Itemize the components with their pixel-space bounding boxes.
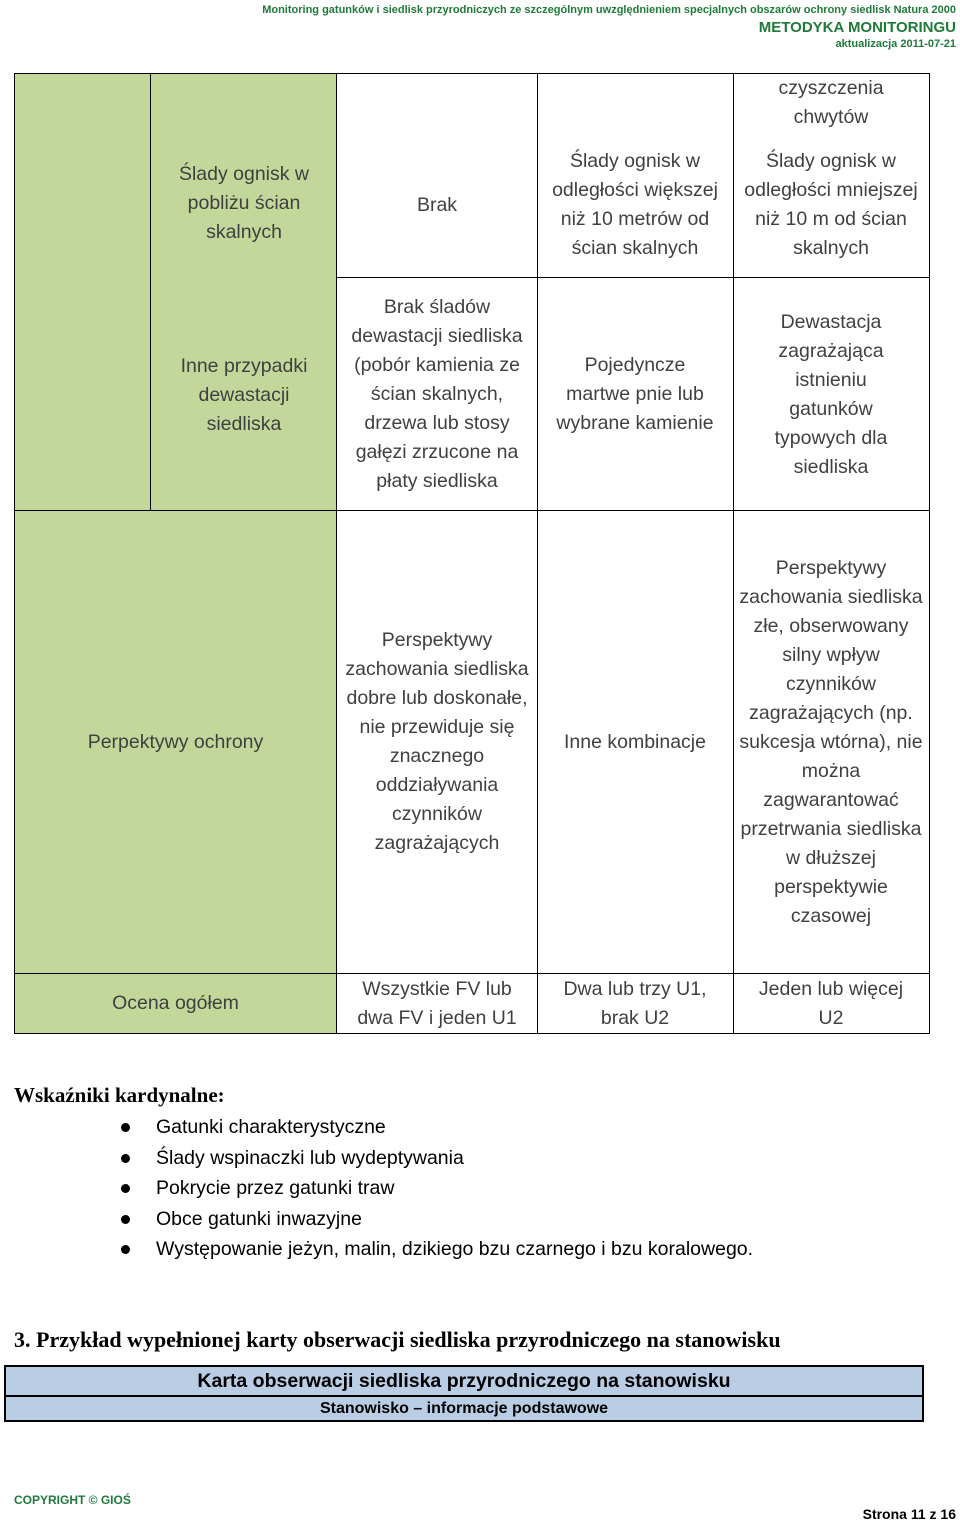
- cell-fv-fire-traces: Brak: [416, 193, 458, 216]
- header-methodology: METODYKA MONITORINGU: [758, 19, 956, 36]
- bullet-icon: [121, 1184, 130, 1193]
- row-label-protection-prospects: Perpektywy ochrony: [15, 511, 336, 973]
- footer-page-number: Strona 11 z 16: [862, 1506, 956, 1522]
- card-title: Karta obserwacji siedliska przyrodniczego na stanowisku: [197, 1369, 731, 1392]
- section-3-heading: 3. Przykład wypełnionej karty obserwacji siedliska przyrodniczego na stanowisku: [14, 1327, 781, 1352]
- row-label-fire-traces: Ślady ognisk w pobliżu ścian skalnych: [160, 134, 328, 272]
- list-item: [118, 1234, 753, 1265]
- table-line: [14, 973, 930, 974]
- cell-fv-overall: Wszystkie FV lub dwa FV i jeden U1: [357, 977, 517, 1029]
- cell-u2-protection-prospects: Perspektywy zachowania siedliska złe, obserwowany silny wpływ czynników zagrażających (np. sukcesja wtórna), nie można zagwarantować przetrwania siedliska w dłuższej perspektywie czasowej: [739, 556, 923, 927]
- table-line: [14, 73, 930, 74]
- table-line: [14, 1033, 930, 1034]
- list-item: [118, 1173, 753, 1204]
- row-label-overall-assessment: Ocena ogółem: [15, 974, 336, 1033]
- list-item-label: Występowanie jeżyn, malin, dzikiego bzu czarnego i bzu koralowego.: [156, 1238, 754, 1260]
- card-title-bar: [4, 1365, 924, 1397]
- table-line: [14, 74, 15, 1034]
- table-line: [150, 74, 151, 511]
- bullet-icon: [121, 1215, 130, 1224]
- cell-u1-overall: Dwa lub trzy U1, brak U2: [563, 977, 707, 1029]
- table-line: [336, 277, 930, 278]
- table-line: [929, 74, 930, 1034]
- bullet-icon: [121, 1123, 130, 1132]
- cell-u2-overall: Jeden lub więcej U2: [758, 977, 904, 1029]
- cell-u2-continuation: czyszczenia chwytów: [778, 77, 884, 128]
- header-update-date: aktualizacja 2011-07-21: [835, 38, 956, 50]
- list-item-label: Pokrycie przez gatunki traw: [156, 1177, 395, 1199]
- cell-u1-protection-prospects: Inne kombinacje: [563, 730, 706, 753]
- card-subtitle: Stanowisko – informacje podstawowe: [319, 1399, 609, 1417]
- row-label-other-devastation: Inne przypadki dewastacji siedliska: [160, 280, 328, 510]
- table-line: [14, 510, 930, 511]
- cell-fv-protection-prospects: Perspektywy zachowania siedliska dobre lub doskonałe, nie przewiduje się znacznego oddziaływania czynników zagrażających: [345, 629, 529, 854]
- indicators-list: [118, 1112, 753, 1265]
- indicators-heading: Wskaźniki kardynalne:: [14, 1083, 225, 1107]
- table-line: [336, 74, 337, 1034]
- list-item: [118, 1204, 753, 1235]
- table-left-margin: [15, 74, 150, 511]
- table-line: [537, 74, 538, 1034]
- cell-fv-other-devastation: Brak śladów dewastacji siedliska (pobór kamienia ze ścian skalnych, drzewa lub stosy gałęzi zrzucone na płaty siedliska: [351, 296, 523, 492]
- list-item: [118, 1143, 753, 1174]
- list-item-label: Gatunki charakterystyczne: [156, 1116, 386, 1138]
- list-item-label: Ślady wspinaczki lub wydeptywania: [156, 1146, 464, 1169]
- cell-u2-fire-traces: Ślady ognisk w odległości mniejszej niż 10 m od ścian skalnych: [744, 150, 918, 259]
- table-line: [733, 74, 734, 1034]
- bullet-icon: [121, 1245, 130, 1254]
- list-item: [118, 1112, 753, 1143]
- cell-u1-other-devastation: Pojedyncze martwe pnie lub wybrane kamienie: [556, 354, 714, 434]
- cell-u1-fire-traces: Ślady ognisk w odległości większej niż 10 metrów od ścian skalnych: [552, 150, 718, 259]
- header-title: Monitoring gatunków i siedlisk przyrodniczych ze szczególnym uwzględnieniem specjalnych obszarów ochrony siedlisk Natura 2000: [262, 4, 956, 16]
- list-item-label: Obce gatunki inwazyjne: [156, 1207, 362, 1230]
- card-subtitle-bar: [4, 1395, 924, 1422]
- bullet-icon: [121, 1154, 130, 1163]
- footer-copyright: COPYRIGHT © GIOŚ: [14, 1493, 131, 1507]
- cell-u2-other-devastation: Dewastacja zagrażająca istnieniu gatunków typowych dla siedliska: [774, 310, 888, 478]
